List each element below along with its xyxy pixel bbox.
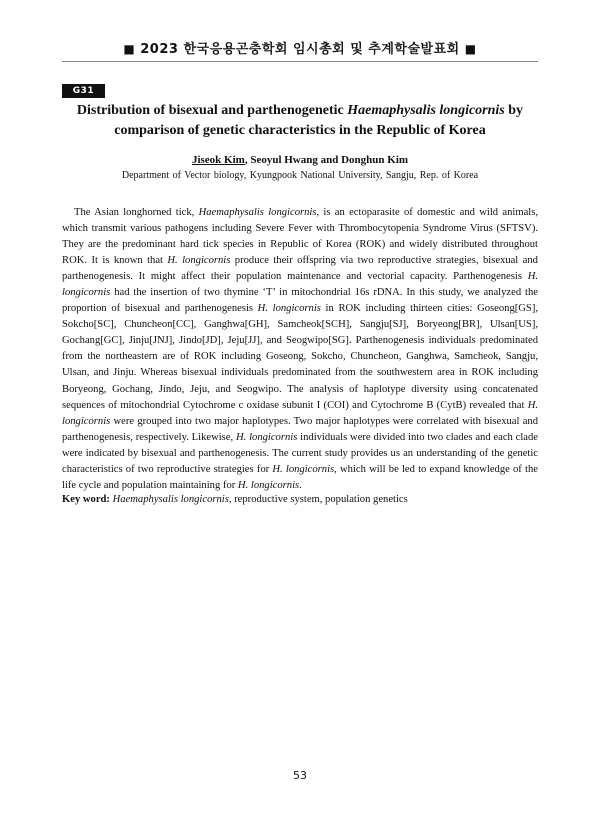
abstract-text: The Asian longhorned tick, — [74, 207, 199, 218]
affiliation: Department of Vector biology, Kyungpook National University, Sangju, Rep. of Korea — [121, 170, 479, 181]
presenting-author: Jiseok Kim — [191, 154, 245, 166]
abstract-text: had the insertion of two thymine ‘T’ in mitochondrial 16s rDNA. In this study, we analyzed the proportion of bisexual and parthenogenesis — [62, 287, 538, 315]
co-authors: , Seoyul Hwang and Donghun Kim — [244, 154, 409, 166]
conference-header — [0, 38, 600, 57]
abstract-id-badge: G31 — [62, 84, 105, 98]
title-part1: Distribution of bisexual and parthenogenetic — [76, 103, 348, 118]
abstract-text: , is an ectoparasite of domestic and wild animals, which transmit various pathogens including Severe Fever with Thrombocytopenia Syndrome Virus (SFTSV). They are the predominant hard tick species in Republic of Korea (ROK) and widely distributed throughout ROK. It is known that — [62, 207, 538, 267]
page-number: 53 — [293, 769, 307, 782]
abstract-text: , which will be led to expand knowledge of the life cycle and population maintaining for — [62, 463, 538, 491]
abstract-species: Haemaphysalis longicornis — [198, 207, 317, 218]
abstract-text: were grouped into two major haplotypes. Two major haplotypes were correlated with bisexual and parthenogenesis, respectively. Likewise, — [62, 415, 538, 443]
abstract-text: in ROK including thirteen cities: Goseong[GS], Sokcho[SC], Chuncheon[CC], Ganghwa[GH], Samcheok[SCH], Sangju[SJ], Boryeong[BR], Ulsan[US], Gochang[GC], Jinju[JNJ], Jindo[JD], Jeju[JJ], and Seogwipo[SG]. Parthenogenesis individuals predominated from the northeastern are of ROK including Goseong, Sokcho, Chuncheon, Ganghwa, Samcheok, Sangju, Ulsan, and Jinju. Whereas bisexual individuals predominated from the southwestern area in ROK including Boryeong, Gochang, Jindo, Jeju, and Seogwipo. The analysis of haplotype diversity using concatenated sequences of mitochondrial Cytochrome c oxidase subunit I (COI) and Cytochrome B (CytB) revealed that — [62, 303, 538, 411]
keywords-label: Key word: — [62, 494, 110, 505]
keywords-species: Haemaphysalis longicornis — [112, 494, 229, 505]
abstract-body — [62, 205, 538, 494]
abstract-text: . — [299, 479, 302, 491]
title-part2: by comparison of genetic characteristics in the Republic of Korea — [114, 103, 524, 138]
conference-title: 2023 한국응용곤충학회 임시총회 및 추계학술발표회 — [140, 42, 460, 57]
abstract-text: produce their offspring via two reproductive strategies, bisexual and parthenogenesis. It might affect their population maintenance and vectorial capacity. Parthenogenesis — [62, 255, 538, 283]
abstract-text: individuals were divided into two clades and each clade were indicated by bisexual and parthenogenesis. The current study provides us an understanding of the genetic characteristics of two reproductive strategies for — [62, 431, 538, 475]
author-list — [62, 154, 538, 166]
keywords-rest: , reproductive system, population genetics — [228, 494, 408, 505]
abstract-species: H. longicornis — [167, 255, 231, 267]
square-bullet-icon: ■ — [123, 42, 136, 56]
abstract-species: H. longicornis — [272, 463, 335, 475]
abstract-species: H. longicornis — [257, 303, 321, 315]
square-bullet-icon: ■ — [464, 42, 477, 56]
header-divider — [62, 61, 538, 62]
abstract-species: H. longicornis — [237, 479, 300, 491]
keywords — [62, 494, 538, 505]
title-species: Haemaphysalis longicornis — [347, 103, 505, 118]
abstract-species: H. longicornis — [62, 271, 538, 299]
abstract-species: H. longicornis — [62, 399, 538, 427]
paper-title — [62, 101, 538, 141]
abstract-species: H. longicornis — [235, 431, 298, 443]
